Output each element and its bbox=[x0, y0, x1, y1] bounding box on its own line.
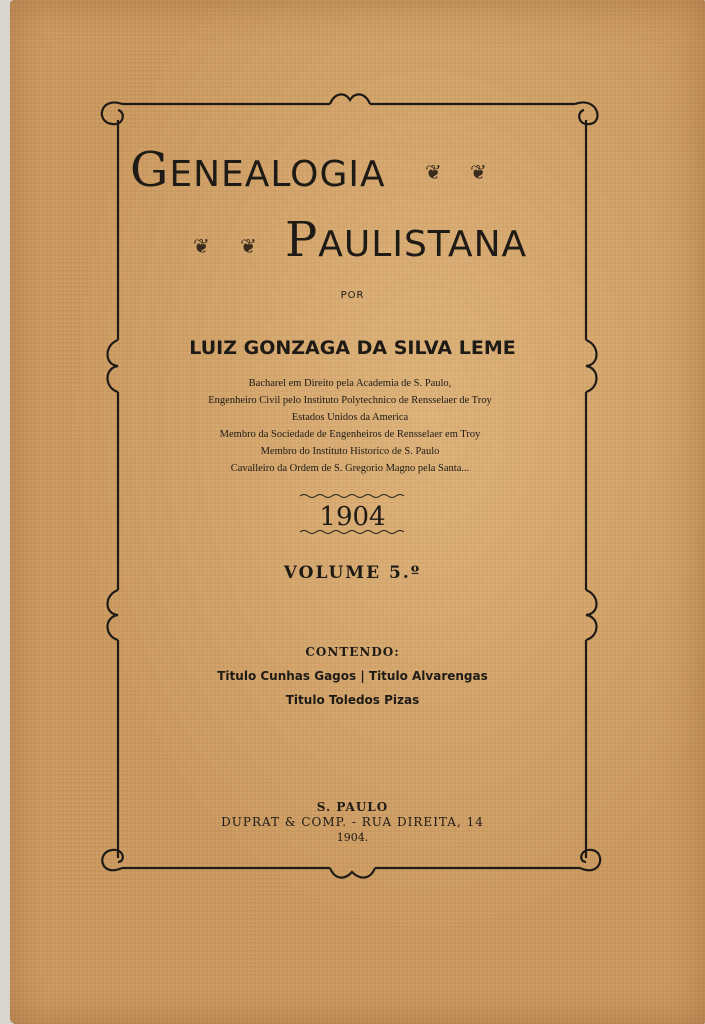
edition-year: 1904 bbox=[319, 502, 386, 532]
credential-line: Membro do Instituto Historico de S. Paulo bbox=[260, 446, 440, 457]
title-line-1 bbox=[130, 142, 386, 198]
credential-line: Cavalleiro da Ordem de S. Gregorio Magno pela Santa... bbox=[230, 463, 470, 474]
title-line-2 bbox=[285, 212, 527, 268]
floral-ornament-icon: ❦ bbox=[240, 234, 257, 258]
contents-line-2: Titulo Toledos Pizas bbox=[285, 693, 420, 707]
volume-label: VOLUME 5.º bbox=[283, 563, 422, 583]
floral-ornament-icon: ❦ bbox=[425, 160, 442, 184]
floral-ornament-icon: ❦ bbox=[193, 234, 210, 258]
title-line-1-text: ENEALOGIA bbox=[169, 154, 386, 195]
title-line-1-initial: G bbox=[130, 142, 170, 198]
publisher-city: S. PAULO bbox=[316, 800, 389, 814]
by-label: POR bbox=[340, 290, 365, 301]
credential-line: Estados Unidos da America bbox=[291, 412, 409, 423]
publication-year: 1904. bbox=[336, 831, 369, 844]
credential-line: Bacharel em Direito pela Academia de S. Paulo, bbox=[248, 378, 452, 389]
credential-line: Engenheiro Civil pelo Instituto Polytechnico de Rensselaer de Troy bbox=[208, 395, 492, 406]
author-credentials bbox=[150, 375, 550, 477]
publisher-name: DUPRAT & COMP. - RUA DIREITA, 14 bbox=[221, 815, 484, 829]
floral-ornament-icon: ❦ bbox=[470, 160, 487, 184]
title-line-2-initial: P bbox=[285, 212, 319, 268]
contents-heading: CONTENDO: bbox=[305, 645, 400, 659]
contents-line-1: Titulo Cunhas Gagos | Titulo Alvarengas bbox=[217, 669, 488, 683]
credential-line: Membro da Sociedade de Engenheiros de Rensselaer em Troy bbox=[219, 429, 481, 440]
author-name: LUIZ GONZAGA DA SILVA LEME bbox=[189, 337, 516, 359]
title-line-2-text: AULISTANA bbox=[318, 224, 528, 265]
